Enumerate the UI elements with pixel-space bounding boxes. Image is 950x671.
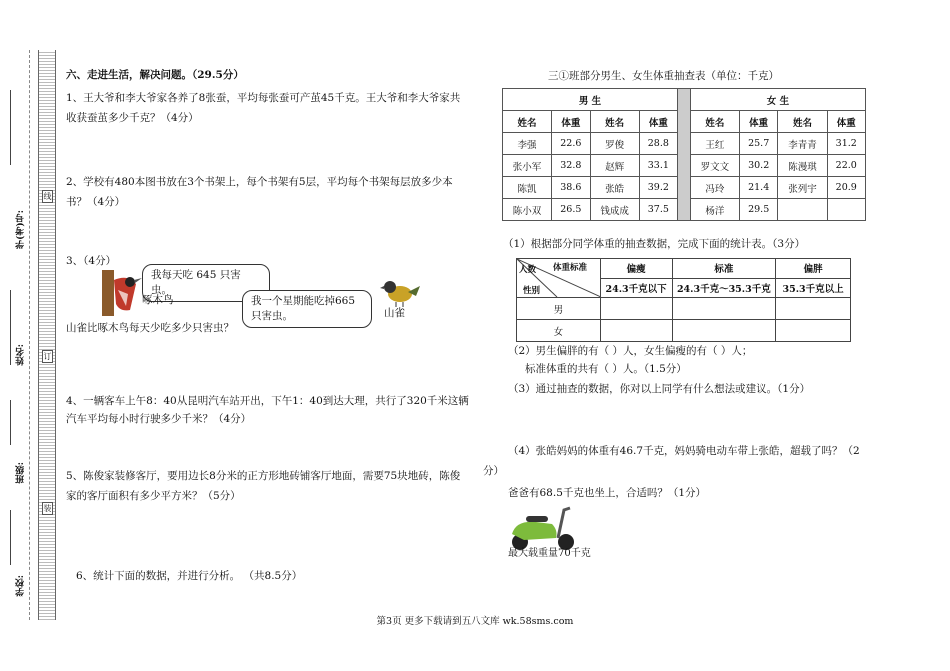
cell: 赵辉 <box>590 155 639 177</box>
cell: 杨洋 <box>690 199 739 221</box>
question-5: 5、陈俊家装修客厅，要用边长8分米的正方形地砖铺客厅地面，需要75块地砖，陈俊家的客厅面积有多少平方米？（5分） <box>66 470 461 502</box>
col-header-weight: 体重 <box>552 111 590 133</box>
row-label-boy: 男 <box>517 298 601 320</box>
cell: 王红 <box>690 133 739 155</box>
part-2b: 标准体重的共有（ ）人。（1.5分） <box>525 363 687 375</box>
sparrow-label: 山雀 <box>384 307 405 319</box>
col-thin: 偏瘦 <box>600 259 672 279</box>
field-class: 班级: <box>16 462 26 484</box>
field-name: 姓名: <box>16 344 26 366</box>
cell: 张列宇 <box>778 177 827 199</box>
answer-cell[interactable] <box>776 320 851 342</box>
cell: 37.5 <box>639 199 677 221</box>
scooter-caption: 最大载重量70千克 <box>508 548 591 559</box>
cell: 33.1 <box>639 155 677 177</box>
stat-table <box>516 258 851 342</box>
col-standard: 标准 <box>672 259 776 279</box>
question-3-text: 山雀比啄木鸟每天少吃多少只害虫？ <box>66 322 234 334</box>
weight-table <box>502 88 866 221</box>
woodpecker-label: 啄木鸟 <box>142 294 174 306</box>
answer-cell[interactable] <box>672 298 776 320</box>
answer-cell[interactable] <box>600 298 672 320</box>
range-heavy: 35.3千克以上 <box>776 278 851 298</box>
col-header-name: 姓名 <box>503 111 552 133</box>
cell: 29.5 <box>739 199 777 221</box>
range-thin: 24.3千克以下 <box>600 278 672 298</box>
woodpecker-image <box>100 270 142 316</box>
col-header-name: 姓名 <box>690 111 739 133</box>
col-heavy: 偏胖 <box>776 259 851 279</box>
field-line <box>10 90 11 165</box>
speech-bubble-woodpecker: 我每天吃 645 只害虫。 <box>142 264 270 302</box>
cut-line <box>29 50 30 620</box>
field-school: 学校: <box>16 575 26 597</box>
field-line <box>10 510 11 565</box>
page-footer: 第3页 更多下载请到五八文库 wk.58sms.com <box>376 616 574 627</box>
part-4c: 爸爸有68.5千克也坐上，合适吗？（1分） <box>508 487 707 499</box>
cell: 26.5 <box>552 199 590 221</box>
table-divider <box>678 89 691 221</box>
cell: 28.8 <box>639 133 677 155</box>
cell: 30.2 <box>739 155 777 177</box>
part-4b: 分） <box>483 465 504 477</box>
mark-ding: 订 <box>43 352 52 361</box>
speech-bubble-sparrow: 我一个星期能吃掉665只害虫。 <box>242 290 372 328</box>
mark-xian: 线 <box>43 192 52 201</box>
col-header-weight: 体重 <box>827 111 866 133</box>
cell: 罗俊 <box>590 133 639 155</box>
part-2a: （2）男生偏胖的有（ ）人，女生偏瘦的有（ ）人； <box>508 345 753 357</box>
col-header-name: 姓名 <box>778 111 827 133</box>
part-4a: （4）张皓妈妈的体重有46.7千克，妈妈骑电动车带上张皓，超载了吗？（2 <box>508 445 860 457</box>
cell <box>778 199 827 221</box>
corner-cell <box>517 259 601 298</box>
cell: 38.6 <box>552 177 590 199</box>
cell: 张小军 <box>503 155 552 177</box>
col-header-weight: 体重 <box>739 111 777 133</box>
cell: 陈小双 <box>503 199 552 221</box>
corner-people: 人数 <box>519 265 537 275</box>
question-1: 1、王大爷和李大爷家各养了8张蚕，平均每张蚕可产茧45千克。王大爷和李大爷家共收获蚕茧多少千克？（4分） <box>66 92 461 124</box>
question-2: 2、学校有480本图书放在3个书架上，每个书架有5层，平均每个书架每层放多少本书？（4分） <box>66 176 453 208</box>
binding-strip <box>38 50 56 620</box>
cell: 冯玲 <box>690 177 739 199</box>
section-title: 六、走进生活，解决问题。（29.5分） <box>66 69 244 81</box>
question-4: 4、一辆客车上午8：40从昆明汽车站开出，下午1：40到达大理，共行了320千米这辆汽车平均每小时行驶多少千米？（4分） <box>66 395 469 425</box>
cell: 陈漫琪 <box>778 155 827 177</box>
cell: 张皓 <box>590 177 639 199</box>
row-label-girl: 女 <box>517 320 601 342</box>
cell: 25.7 <box>739 133 777 155</box>
answer-cell[interactable] <box>600 320 672 342</box>
field-student-id: 学(考)号: <box>16 210 26 249</box>
answer-cell[interactable] <box>776 298 851 320</box>
weight-table-title: 三①班部分男生、女生体重抽查表（单位：千克） <box>548 70 779 82</box>
girls-header: 女 生 <box>690 89 865 111</box>
col-header-name: 姓名 <box>590 111 639 133</box>
cell: 李青青 <box>778 133 827 155</box>
scooter-image <box>506 500 578 552</box>
cell: 20.9 <box>827 177 866 199</box>
cell: 39.2 <box>639 177 677 199</box>
col-header-weight: 体重 <box>639 111 677 133</box>
cell: 32.8 <box>552 155 590 177</box>
corner-gender: 性别 <box>523 286 541 296</box>
question-3-label: 3、（4分） <box>66 255 117 267</box>
range-standard: 24.3千克～35.3千克 <box>672 278 776 298</box>
part-1: （1）根据部分同学体重的抽查数据，完成下面的统计表。（3分） <box>503 238 806 250</box>
cell: 钱成成 <box>590 199 639 221</box>
field-line <box>10 400 11 445</box>
part-3: （3）通过抽查的数据，你对以上同学有什么想法或建议。（1分） <box>508 383 811 395</box>
mark-zhuang: 装 <box>43 504 52 513</box>
cell: 22.0 <box>827 155 866 177</box>
answer-cell[interactable] <box>672 320 776 342</box>
cell: 李强 <box>503 133 552 155</box>
cell: 罗文文 <box>690 155 739 177</box>
corner-standard: 体重标准 <box>553 263 588 273</box>
question-6: 6、统计下面的数据，并进行分析。 （共8.5分） <box>76 570 303 582</box>
cell: 22.6 <box>552 133 590 155</box>
cell: 31.2 <box>827 133 866 155</box>
sparrow-image <box>380 276 420 308</box>
boys-header: 男 生 <box>503 89 678 111</box>
cell: 21.4 <box>739 177 777 199</box>
cell <box>827 199 866 221</box>
cell: 陈凯 <box>503 177 552 199</box>
field-line <box>10 290 11 365</box>
